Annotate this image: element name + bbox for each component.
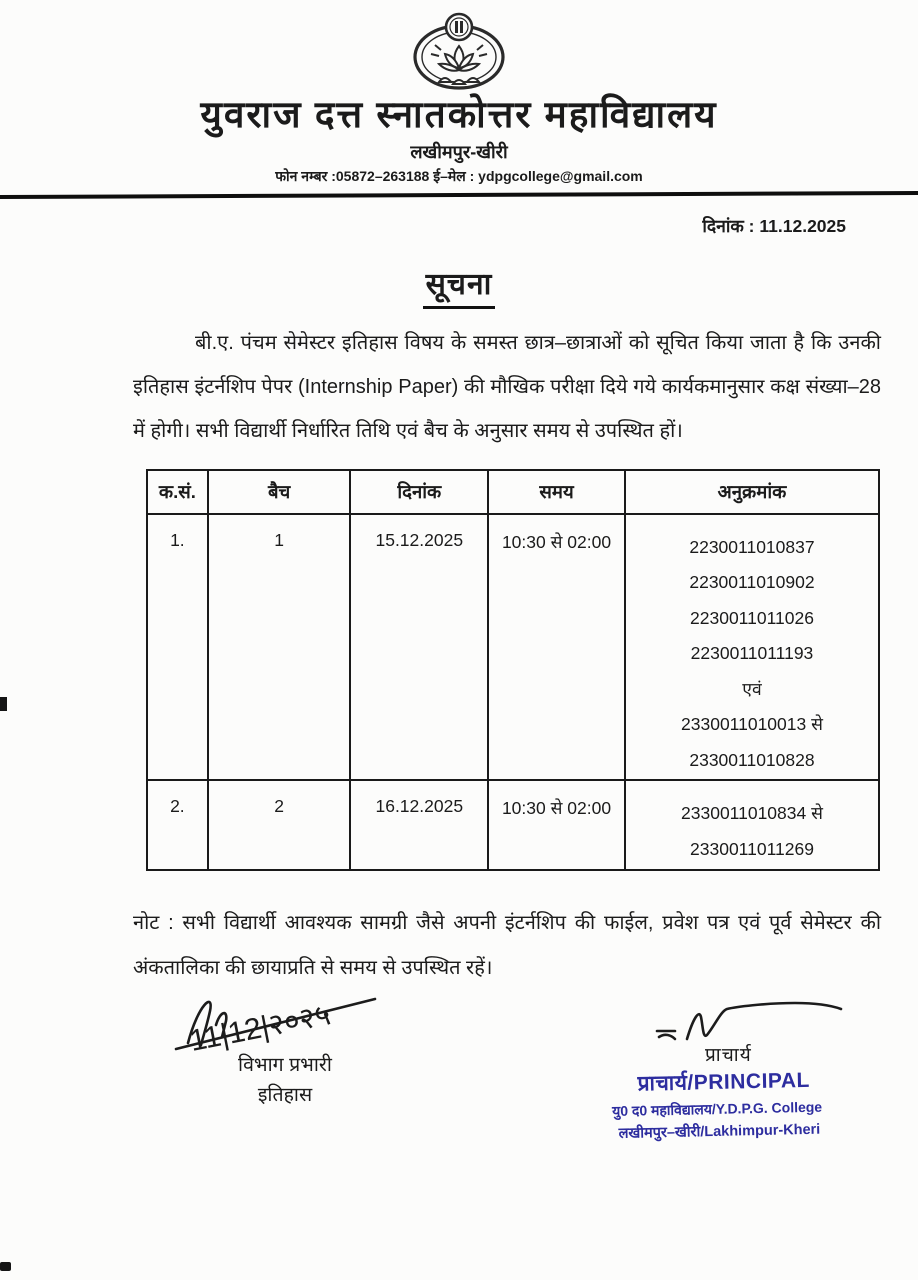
roll-number: 2230011011026 [690,607,814,628]
principal-stamp [607,1064,908,1143]
table-row [147,780,879,870]
cell-date: 16.12.2025 [350,780,488,870]
cell-time: 10:30 से 02:00 [488,780,625,870]
header-sno: क.सं. [147,470,208,514]
stamp-title: प्राचार्य/PRINCIPAL [637,1068,811,1096]
dept-name-label: इतिहास [257,1084,313,1107]
notice-note: नोट : सभी विद्यार्थी आवश्यक सामग्री जैसे अपनी इंटर्नशिप की फाईल, प्रवेश पत्र एवं पूर्व सेमेस्टर की अंकतालिका की छायाप्रति से समय से उपस्थित रहें। [133,912,881,980]
handwritten-date: 11|12|२०२५ [187,998,334,1058]
notice-title: सूचना [423,262,496,309]
dept-incharge-label: विभाग प्रभारी [238,1054,332,1077]
notice-date: दिनांक : 11.12.2025 [702,215,846,236]
roll-number: 2330011011269 [690,838,814,859]
notice-body: बी.ए. पंचम सेमेस्टर इतिहास विषय के समस्त छात्र–छात्राओं को सूचित किया जाता है कि उनकी इतिहास इंटर्नशिप पेपर (Internship Paper) की मौखिक परीक्षा दिये गये कार्यकमानुसार कक्ष संख्या–28 में होगी। सभी विद्यार्थी निर्धारित तिथि एवं बैच के अनुसार समय से उपस्थित हों। [133,331,881,442]
letterhead [0,0,918,197]
college-city: लखीमपुर-खीरी [410,141,508,162]
cell-sno: 2. [147,780,208,870]
cell-batch: 1 [208,514,351,781]
roll-number: 2230011010902 [689,572,815,593]
table-row [147,514,879,781]
cell-sno: 1. [147,514,208,781]
header-date: दिनांक [350,470,488,514]
cell-time: 10:30 से 02:00 [488,514,625,781]
signature-area [0,995,918,1225]
scan-artifact [0,697,7,711]
scan-artifact [0,1262,11,1271]
header-divider [0,191,918,199]
cell-rollnos [625,780,879,870]
principal-handwritten-label: प्राचार्य [705,1045,752,1067]
stamp-location: लखीमपुर–खीरी/Lakhimpur-Kheri [618,1121,821,1142]
roll-number: 2330011010828 [689,749,815,770]
roll-number: एवं [742,678,762,699]
cell-rollnos [625,514,879,781]
header-rollno: अनुक्रमांक [625,470,879,514]
table-header-row [147,470,879,514]
roll-number: 2230011010837 [689,536,815,557]
stamp-college: यु0 द0 महाविद्यालय/Y.D.P.G. College [611,1098,823,1120]
roll-number: 2330011010013 से [681,714,823,735]
roll-number: 2330011010834 से [681,803,823,824]
college-emblem-lotus-icon [401,12,517,92]
cell-batch: 2 [208,780,351,870]
header-batch: बैच [208,470,351,514]
roll-number: 2230011011193 [690,643,814,664]
college-name: युवराज दत्त स्नातकोत्तर महाविद्यालय [200,94,718,135]
college-contact: फोन नम्बर :05872–263188 ई–मेल : ydpgcollege@gmail.com [275,167,643,184]
cell-date: 15.12.2025 [350,514,488,781]
exam-schedule-table [146,469,880,872]
header-time: समय [488,470,625,514]
